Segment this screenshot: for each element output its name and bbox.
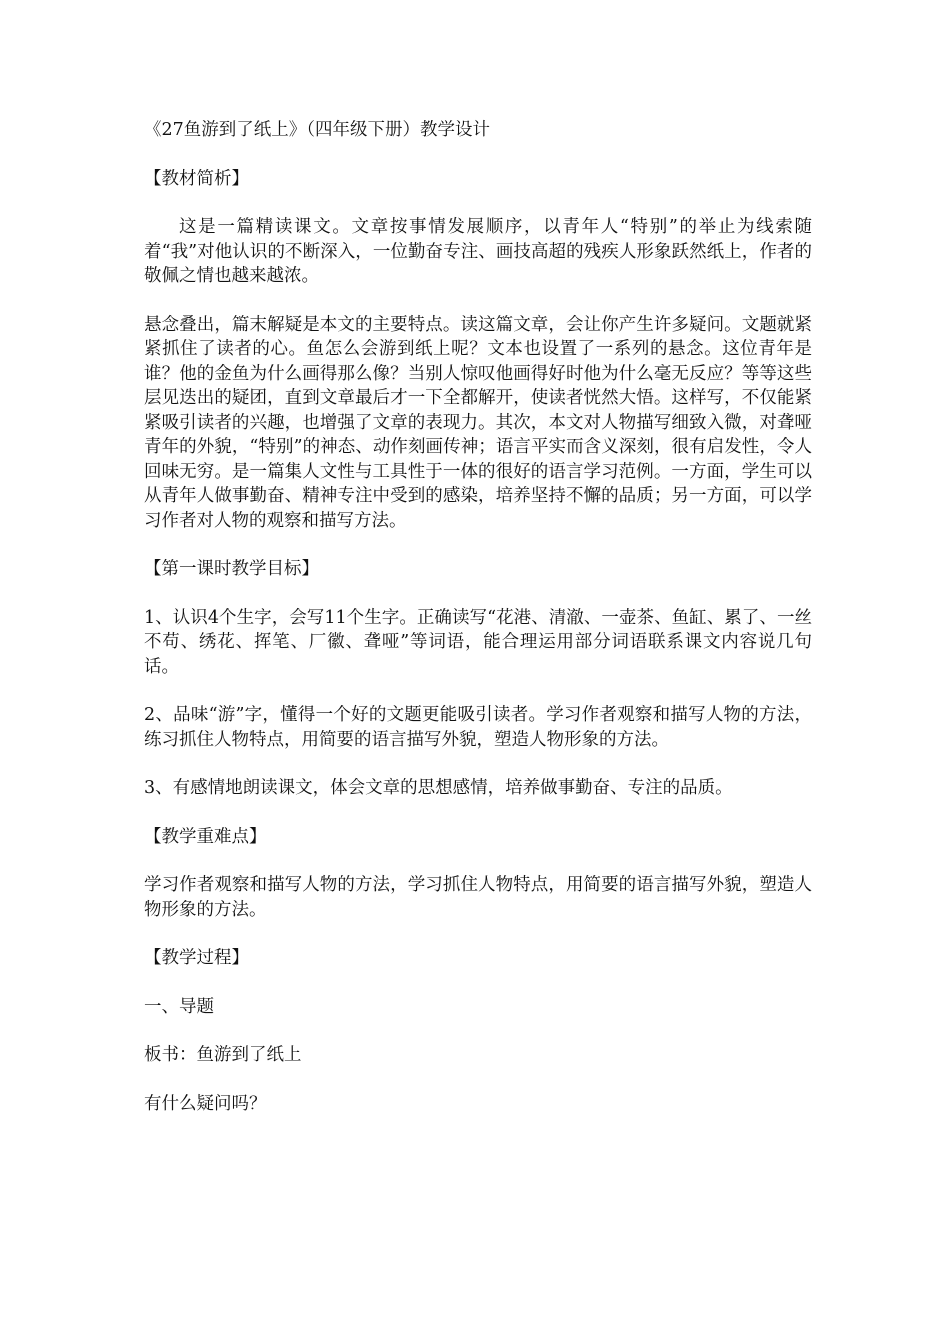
- document-body: [144, 118, 812, 1116]
- section-heading-key-points: 【教学重难点】: [144, 826, 267, 847]
- analysis-paragraph-2: 悬念叠出，篇末解疑是本文的主要特点。读这篇文章，会让你产生许多疑问。文题就紧紧抓住了读者的心。鱼怎么会游到纸上呢？文本也设置了一系列的悬念。这位青年是谁？他的金鱼为什么画得那么像？当别人惊叹他画得好时他为什么毫无反应？等等这些层见迭出的疑团，直到文章最后才一下全都解开，使读者恍然大悟。这样写，不仅能紧紧吸引读者的兴趣，也增强了文章的表现力。其次，本文对人物描写细致入微，对聋哑青年的外貌，“特别”的神态、动作刻画传神；语言平实而含义深刻，很有启发性，令人回味无穷。是一篇集人文性与工具性于一体的很好的语言学习范例。一方面，学生可以从青年人做事勤奋、精神专注中受到的感染，培养坚持不懈的品质；另一方面，可以学习作者对人物的观察和描写方法。: [144, 314, 812, 531]
- analysis-paragraph-1: 这是一篇精读课文。文章按事情发展顺序，以青年人“特别”的举止为线索随着“我”对他认识的不断深入，一位勤奋专注、画技高超的残疾人形象跃然纸上，作者的敬佩之情也越来越浓。: [144, 217, 812, 286]
- goal-item-2: 2、品味“游”字，懂得一个好的文题更能吸引读者。学习作者观察和描写人物的方法，练习抓住人物特点，用简要的语言描写外貌，塑造人物形象的方法。: [144, 705, 812, 750]
- goal-item-3: 3、有感情地朗读课文，体会文章的思想感情，培养做事勤奋、专注的品质。: [144, 778, 733, 798]
- process-step-1: 一、导题: [144, 996, 214, 1017]
- goal-item-1: 1、认识4个生字，会写11个生字。正确读写“花港、清澈、一壶茶、鱼缸、累了、一丝不苟、绣花、挥笔、厂徽、聋哑”等词语，能合理运用部分词语联系课文内容说几句话。: [144, 607, 812, 677]
- question-text: 有什么疑问吗？: [144, 1093, 267, 1114]
- section-heading-goals: 【第一课时教学目标】: [144, 559, 319, 579]
- board-writing: 板书：鱼游到了纸上: [144, 1045, 302, 1065]
- section-heading-process: 【教学过程】: [144, 948, 249, 968]
- key-points-text: 学习作者观察和描写人物的方法，学习抓住人物特点，用简要的语言描写外貌，塑造人物形象的方法。: [144, 875, 812, 920]
- document-title: 《27鱼游到了纸上》（四年级下册）教学设计: [144, 120, 491, 140]
- section-heading-analysis: 【教材简析】: [144, 168, 249, 189]
